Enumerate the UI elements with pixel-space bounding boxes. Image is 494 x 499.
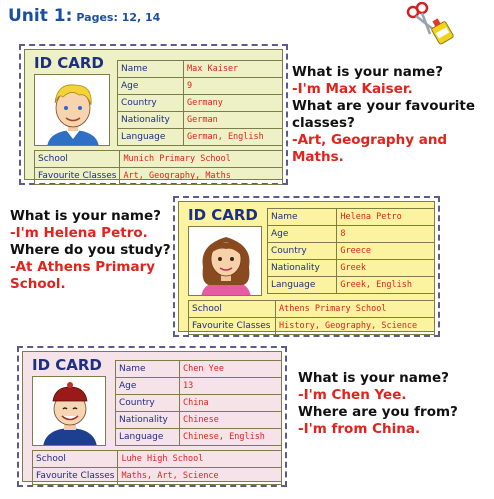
field-value: 13 (180, 378, 282, 395)
table-row (118, 78, 283, 95)
field-label: Nationality (268, 260, 337, 277)
school-label: School (33, 451, 118, 468)
unit-label: Unit 1: (8, 6, 73, 26)
id-card-title: ID CARD (32, 356, 102, 374)
field-label: Nationality (118, 112, 184, 129)
field-value: German, English (184, 129, 283, 146)
table-row (189, 301, 435, 318)
field-value: Chen Yee (180, 361, 282, 378)
field-value: German (184, 112, 283, 129)
field-value: Greek (337, 260, 435, 277)
id-card-bottom-fields (188, 300, 435, 335)
id-card-bottom-fields (32, 450, 282, 485)
school-value: Munich Primary School (120, 151, 283, 168)
table-row (268, 226, 435, 243)
field-value: Greece (337, 243, 435, 260)
table-row (118, 129, 283, 146)
table-row (116, 361, 282, 378)
field-label: Age (118, 78, 184, 95)
field-value: Chinese, English (180, 429, 282, 446)
table-row (116, 429, 282, 446)
field-value: Germany (184, 95, 283, 112)
field-value: Chinese (180, 412, 282, 429)
portrait-boy-cap (32, 376, 106, 446)
page-header (8, 6, 160, 28)
field-label: Nationality (116, 412, 180, 429)
field-label: Age (116, 378, 180, 395)
school-label: School (189, 301, 276, 318)
table-row (268, 209, 435, 226)
field-value: Max Kaiser (184, 61, 283, 78)
table-row (116, 378, 282, 395)
id-card-max-body (24, 49, 283, 180)
favourite-classes-label: Favourite Classes (189, 318, 276, 335)
id-card-helena-body (178, 201, 435, 332)
field-label: Age (268, 226, 337, 243)
field-value: 9 (184, 78, 283, 95)
field-label: Language (118, 129, 184, 146)
field-label: Name (268, 209, 337, 226)
id-card-fields (267, 208, 435, 294)
table-row (118, 95, 283, 112)
answer-text: -I'm Max Kaiser. (292, 81, 413, 97)
favourite-classes-value: Art, Geography, Maths (120, 168, 283, 185)
answer-text: -I'm Chen Yee. (298, 387, 407, 403)
qa-block-max (292, 64, 492, 166)
field-value: China (180, 395, 282, 412)
table-row (33, 468, 282, 485)
table-row (35, 151, 283, 168)
field-label: Language (268, 277, 337, 294)
table-row (35, 168, 283, 185)
school-label: School (35, 151, 120, 168)
table-row (268, 277, 435, 294)
id-card-bottom-fields (34, 150, 283, 185)
scissors-icon (408, 3, 434, 34)
portrait-boy-blond (34, 74, 110, 146)
favourite-classes-value: Maths, Art, Science (118, 468, 282, 485)
table-row (118, 61, 283, 78)
favourite-classes-value: History, Geography, Science (276, 318, 435, 335)
table-row (268, 243, 435, 260)
school-value: Athens Primary School (276, 301, 435, 318)
field-value: 8 (337, 226, 435, 243)
table-row (116, 412, 282, 429)
answer-text: -I'm Helena Petro. (10, 225, 148, 241)
id-card-helena (173, 196, 440, 337)
question-text: Where are you from? (298, 404, 458, 420)
id-card-fields (117, 60, 283, 146)
scissors-and-glue-icon (404, 2, 456, 46)
answer-text: -Art, Geography and Maths. (292, 132, 448, 165)
table-row (189, 318, 435, 335)
question-text: What is your name? (10, 208, 161, 224)
question-text: Where do you study? (10, 242, 171, 258)
id-card-fields (115, 360, 282, 446)
id-card-title: ID CARD (188, 206, 258, 224)
question-text: classes? (292, 115, 355, 131)
field-label: Name (118, 61, 184, 78)
field-label: Country (116, 395, 180, 412)
school-value: Luhe High School (118, 451, 282, 468)
field-value: Helena Petro (337, 209, 435, 226)
table-row (118, 112, 283, 129)
question-text: What is your name? (292, 64, 443, 80)
answer-text: -At Athens Primary (10, 259, 156, 275)
field-value: Greek, English (337, 277, 435, 294)
table-row (268, 260, 435, 277)
answer-text: School. (10, 276, 66, 292)
question-text: What is your name? (298, 370, 449, 386)
id-card-title: ID CARD (34, 54, 104, 72)
id-card-chen-body (22, 351, 282, 482)
answer-text: -I'm from China. (298, 421, 421, 437)
field-label: Language (116, 429, 180, 446)
id-card-max (19, 44, 288, 185)
pages-label: Pages: 12, 14 (76, 11, 161, 24)
table-row (116, 395, 282, 412)
field-label: Country (268, 243, 337, 260)
table-row (33, 451, 282, 468)
portrait-girl-brown-hair (188, 226, 262, 296)
qa-block-helena (10, 208, 172, 293)
id-card-chen (17, 346, 287, 487)
favourite-classes-label: Favourite Classes (33, 468, 118, 485)
field-label: Country (118, 95, 184, 112)
question-text: What are your favourite (292, 98, 475, 114)
field-label: Name (116, 361, 180, 378)
glue-bottle-icon (428, 16, 454, 45)
qa-block-chen (298, 370, 488, 438)
favourite-classes-label: Favourite Classes (35, 168, 120, 185)
